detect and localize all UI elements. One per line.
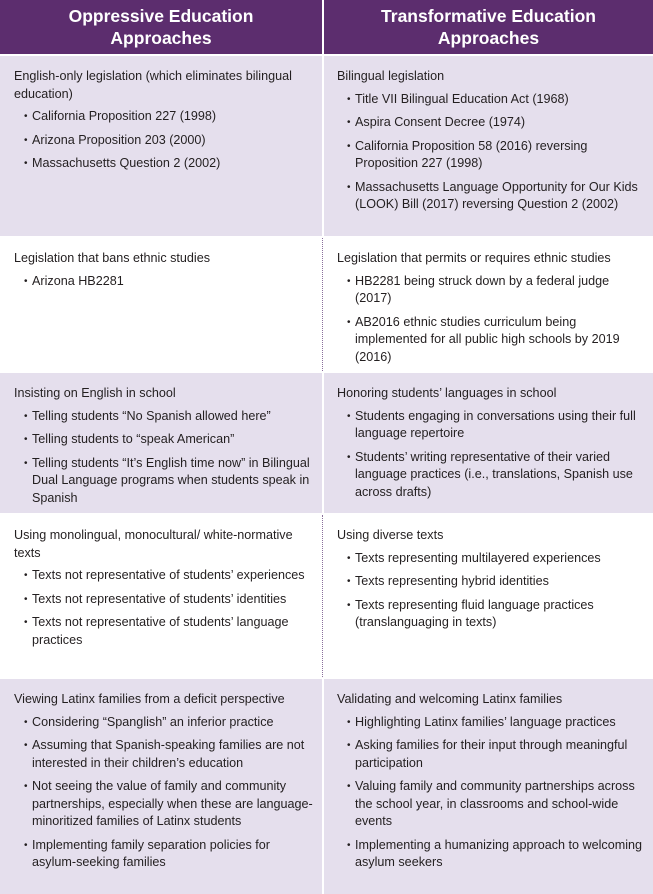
column-divider bbox=[322, 679, 324, 894]
list-item: • Aspira Consent Decree (1974) bbox=[347, 114, 645, 132]
column-divider bbox=[322, 515, 323, 677]
column-divider bbox=[322, 373, 324, 513]
bullet-list bbox=[337, 550, 645, 632]
table-row-legislation-ethnic-studies bbox=[0, 238, 653, 371]
list-item: • Implementing a humanizing approach to welcoming asylum seekers bbox=[347, 837, 645, 872]
table-row-families bbox=[0, 679, 653, 894]
oppressive-cell bbox=[0, 238, 322, 371]
transformative-cell bbox=[324, 515, 653, 677]
cell-heading: Using diverse texts bbox=[337, 528, 444, 542]
bullet-list bbox=[14, 408, 314, 508]
table-row-texts bbox=[0, 515, 653, 677]
list-item: • California Proposition 227 (1998) bbox=[24, 108, 314, 126]
transformative-cell bbox=[324, 238, 653, 371]
table-row-language-in-school bbox=[0, 373, 653, 513]
bullet-list bbox=[14, 567, 314, 649]
list-item: • Telling students “It’s English time now” in Bilingual Dual Language programs when students speak in Spanish bbox=[24, 455, 314, 508]
transformative-cell bbox=[324, 679, 653, 894]
list-item: • Texts not representative of students’ identities bbox=[24, 591, 314, 609]
list-item: • California Proposition 58 (2016) reversing Proposition 227 (1998) bbox=[347, 138, 645, 173]
bullet-list bbox=[337, 91, 645, 214]
list-item: • Texts representing multilayered experiences bbox=[347, 550, 645, 568]
list-item: • Telling students to “speak American” bbox=[24, 431, 314, 449]
list-item: • Students engaging in conversations using their full language repertoire bbox=[347, 408, 645, 443]
oppressive-cell bbox=[0, 56, 322, 236]
header-transformative: Transformative Education Approaches bbox=[381, 6, 596, 48]
list-item: • Texts representing hybrid identities bbox=[347, 573, 645, 591]
cell-heading: Honoring students’ languages in school bbox=[337, 386, 557, 400]
cell-heading: Legislation that permits or requires ethnic studies bbox=[337, 251, 611, 265]
cell-heading: Viewing Latinx families from a deficit perspective bbox=[14, 692, 285, 706]
cell-heading: Validating and welcoming Latinx families bbox=[337, 692, 563, 706]
cell-heading: English-only legislation (which eliminates bilingual education) bbox=[14, 69, 292, 101]
column-divider bbox=[322, 56, 324, 236]
list-item: • HB2281 being struck down by a federal judge (2017) bbox=[347, 273, 645, 308]
list-item: • Students’ writing representative of their varied language practices (i.e., translations, Spanish use across drafts) bbox=[347, 449, 645, 502]
bullet-list bbox=[14, 108, 314, 173]
list-item: • Texts representing fluid language practices (translanguaging in texts) bbox=[347, 597, 645, 632]
bullet-list bbox=[337, 714, 645, 872]
list-item: • Not seeing the value of family and community partnerships, especially when these are language-minoritized families of Latinx students bbox=[24, 778, 314, 831]
list-item: • Arizona HB2281 bbox=[24, 273, 314, 291]
transformative-cell bbox=[324, 373, 653, 513]
list-item: • Arizona Proposition 203 (2000) bbox=[24, 132, 314, 150]
bullet-list bbox=[337, 273, 645, 367]
oppressive-cell bbox=[0, 373, 322, 513]
bullet-list bbox=[337, 408, 645, 502]
oppressive-cell bbox=[0, 515, 322, 677]
cell-heading: Insisting on English in school bbox=[14, 386, 176, 400]
list-item: • Massachusetts Question 2 (2002) bbox=[24, 155, 314, 173]
header-oppressive: Oppressive Education Approaches bbox=[68, 6, 254, 48]
cell-heading: Bilingual legislation bbox=[337, 69, 445, 83]
bullet-list bbox=[14, 714, 314, 872]
list-item: • Asking families for their input through meaningful participation bbox=[347, 737, 645, 772]
list-item: • Valuing family and community partnerships across the school year, in classrooms and school-wide events bbox=[347, 778, 645, 831]
cell-heading: Using monolingual, monocultural/ white-normative texts bbox=[14, 528, 293, 560]
table-row-legislation-language bbox=[0, 56, 653, 236]
list-item: • Massachusetts Language Opportunity for Our Kids (LOOK) Bill (2017) reversing Question 2 (2002) bbox=[347, 179, 645, 214]
transformative-cell bbox=[324, 56, 653, 236]
list-item: • Implementing family separation policies for asylum-seeking families bbox=[24, 837, 314, 872]
list-item: • Texts not representative of students’ language practices bbox=[24, 614, 314, 649]
list-item: • Telling students “No Spanish allowed here” bbox=[24, 408, 314, 426]
column-divider bbox=[322, 238, 323, 371]
list-item: • Assuming that Spanish-speaking families are not interested in their children’s education bbox=[24, 737, 314, 772]
oppressive-cell bbox=[0, 679, 322, 894]
list-item: • Highlighting Latinx families’ language practices bbox=[347, 714, 645, 732]
list-item: • AB2016 ethnic studies curriculum being implemented for all public high schools by 2019 (2016) bbox=[347, 314, 645, 367]
cell-heading: Legislation that bans ethnic studies bbox=[14, 251, 211, 265]
bullet-list bbox=[14, 273, 314, 291]
list-item: • Considering “Spanglish” an inferior practice bbox=[24, 714, 314, 732]
list-item: • Title VII Bilingual Education Act (1968) bbox=[347, 91, 645, 109]
list-item: • Texts not representative of students’ experiences bbox=[24, 567, 314, 585]
table-header bbox=[0, 0, 653, 54]
